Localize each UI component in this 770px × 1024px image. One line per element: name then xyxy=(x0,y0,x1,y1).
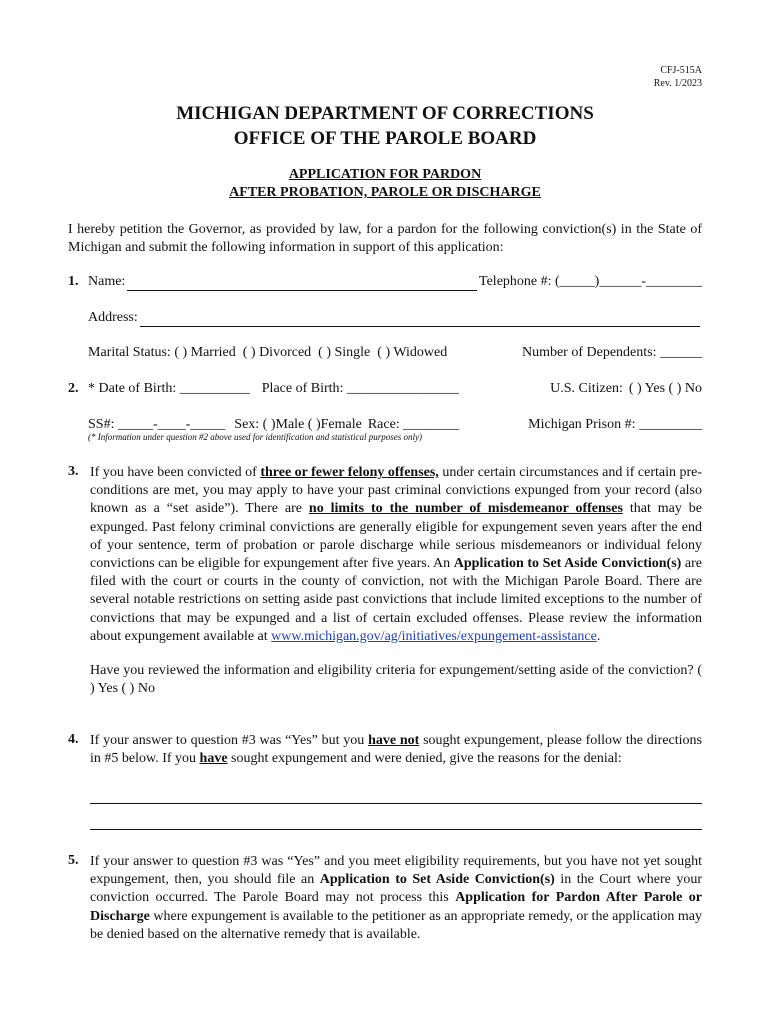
race-field[interactable]: Race: ________ xyxy=(367,417,460,432)
name-label: Name: xyxy=(88,274,126,289)
address-field[interactable] xyxy=(140,312,700,327)
single-option[interactable]: ( ) Single xyxy=(318,345,371,360)
q3-application-emphasis: Application to Set Aside Conviction(s) xyxy=(453,556,682,572)
q5-application-emphasis: Application to Set Aside Conviction(s) xyxy=(319,872,555,888)
question-4 xyxy=(68,732,702,768)
telephone-field[interactable]: Telephone #: (_____)______-________ xyxy=(479,274,702,289)
q5-pardon-emphasis: Application for Pardon After Parole or Discharge xyxy=(90,890,702,924)
name-field[interactable] xyxy=(127,276,477,291)
married-option[interactable]: Marital Status: ( ) Married xyxy=(88,345,236,360)
address-label: Address: xyxy=(88,310,138,325)
citizen-options[interactable]: ( ) Yes ( ) No xyxy=(628,381,702,396)
q4-number: 4. xyxy=(68,732,79,747)
q5-number: 5. xyxy=(68,853,79,868)
sex-options[interactable]: Sex: ( )Male ( )Female xyxy=(234,417,362,432)
ss-field[interactable]: SS#: _____-____-_____ xyxy=(88,417,226,432)
dob-field[interactable]: * Date of Birth: __________ xyxy=(88,381,250,396)
question-5 xyxy=(68,853,702,944)
form-number-block xyxy=(654,64,702,90)
q3-number: 3. xyxy=(68,464,79,479)
q5-paragraph xyxy=(90,853,702,944)
q3-text-4: are filed with the court or courts in the county of conviction, not with the Michigan Parole Board. There are several notable restrictions on setting aside past convictions that include limited exceptions to the number of convictions that may be expunged and a list of certain excluded offenses. Please review the information about expungement available at xyxy=(90,556,703,644)
q5-text-2: in the Court where your conviction occurred. The Parole Board may not process this xyxy=(90,872,703,906)
dob-row xyxy=(68,380,702,398)
q5-text-3: where expungement is available to the petitioner as an appropriate remedy, or the application may be denied based on the alternative remedy that is available. xyxy=(90,908,702,942)
widowed-option[interactable]: ( ) Widowed xyxy=(377,345,448,360)
q3-felony-emphasis: three or fewer felony offenses, xyxy=(260,465,439,480)
identification-note: (* Information under question #2 above used for identification and statistical purposes only) xyxy=(88,432,422,442)
pob-field[interactable]: Place of Birth: ________________ xyxy=(261,381,459,396)
address-row xyxy=(88,309,702,327)
q3-yes-no-options[interactable]: ( ) Yes ( ) No xyxy=(90,663,703,697)
denial-reason-line-2[interactable] xyxy=(90,829,702,830)
q3-text-2: under certain circumstances and if certain pre-conditions are met, you may apply to have your past criminal convictions expunged from your record (also known as a “set aside”). There are xyxy=(90,465,703,517)
denial-reason-line-1[interactable] xyxy=(90,803,702,804)
application-subtitle: AFTER PROBATION, PAROLE OR DISCHARGE xyxy=(229,185,541,200)
q4-text-1: If your answer to question #3 was “Yes” but you xyxy=(90,733,365,748)
dependents-field[interactable]: Number of Dependents: ______ xyxy=(521,345,702,360)
question-3 xyxy=(68,464,702,698)
prison-number-field[interactable]: Michigan Prison #: _________ xyxy=(528,417,702,432)
name-row xyxy=(68,273,702,291)
q4-paragraph xyxy=(90,732,702,768)
q4-have-not-emphasis: have not xyxy=(368,733,420,748)
marital-row xyxy=(88,344,702,362)
form-number: CFJ-515A xyxy=(660,65,702,76)
q1-number: 1. xyxy=(68,274,79,289)
q4-text-3: sought expungement and were denied, give the reasons for the denial: xyxy=(231,751,622,767)
expungement-link[interactable]: www.michigan.gov/ag/initiatives/expungement-assistance xyxy=(271,628,597,644)
q5-text-1: If your answer to question #3 was “Yes” and you meet eligibility requirements, but you have not yet sought expungement, then, you should file an xyxy=(90,854,702,888)
q3-text-1: If you have been convicted of xyxy=(90,465,257,480)
citizen-label: U.S. Citizen: xyxy=(550,381,623,396)
application-title: APPLICATION FOR PARDON xyxy=(288,167,482,182)
q3-paragraph xyxy=(90,464,702,646)
divorced-option[interactable]: ( ) Divorced xyxy=(242,345,312,360)
q3-question-text: Have you reviewed the information and eligibility criteria for expungement/setting aside of the conviction? xyxy=(90,663,694,679)
intro-paragraph: I hereby petition the Governor, as provided by law, for a pardon for the following conviction(s) in the State of Michigan and submit the following information in support of this application: xyxy=(68,222,702,255)
q3-text-3: that may be expunged. Past felony criminal convictions are generally eligible for expungement seven years after the end of your sentence, term of probation or parole discharge while serious misdemeanors or individual felony convictions can be eligible for expungement after five years. An xyxy=(90,501,703,572)
form-revision: Rev. 1/2023 xyxy=(653,78,702,89)
q3-text-5: . xyxy=(596,628,601,644)
q2-number: 2. xyxy=(68,381,79,396)
q4-text-2: sought expungement, please follow the directions in #5 below. If you xyxy=(90,733,702,767)
department-title: MICHIGAN DEPARTMENT OF CORRECTIONS xyxy=(176,103,594,124)
q3-misdemeanor-emphasis: no limits to the number of misdemeanor offenses xyxy=(308,501,623,517)
q4-have-emphasis: have xyxy=(199,751,228,767)
office-title: OFFICE OF THE PAROLE BOARD xyxy=(233,128,537,149)
q3-question xyxy=(90,662,702,698)
